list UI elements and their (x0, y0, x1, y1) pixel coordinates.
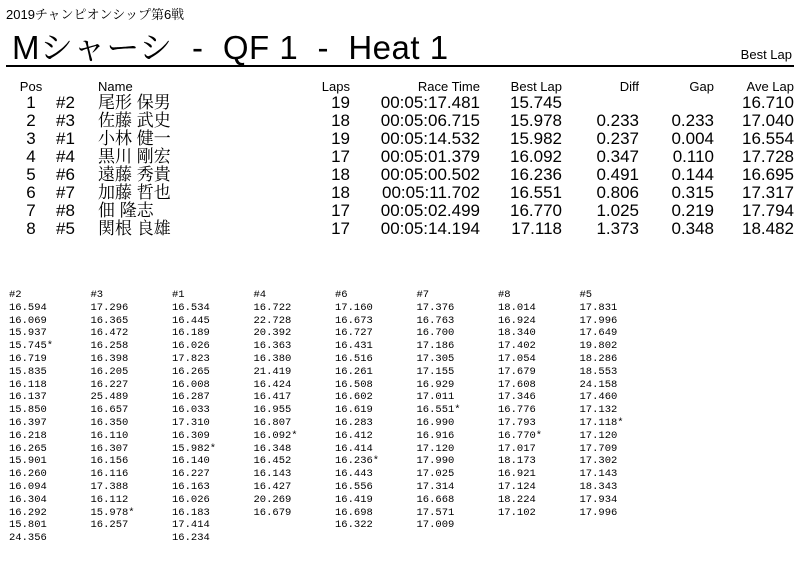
best-lap-cell: 16.551 (510, 183, 562, 202)
results-header-row (6, 78, 794, 94)
lap-time: 16.322 (335, 519, 373, 532)
car-number-cell: #6 (56, 165, 75, 184)
driver-name-cell: 加藤 哲也 (98, 183, 171, 202)
lap-time: 16.283 (335, 416, 373, 429)
race-time-cell: 00:05:17.481 (380, 93, 480, 112)
lap-time: 16.472 (90, 327, 129, 340)
lap-time: 17.996 (579, 314, 618, 327)
result-row (6, 220, 794, 238)
lap-time: 16.227 (90, 378, 129, 391)
lap-time: 16.118 (9, 378, 47, 391)
lap-time: 16.008 (172, 378, 210, 391)
lap-time: 17.460 (579, 391, 618, 404)
gap-cell: 0.315 (671, 183, 714, 202)
lap-time: 17.025 (416, 468, 455, 481)
lap-time: 16.414 (335, 442, 373, 455)
lap-time: 16.916 (416, 429, 455, 442)
lap-time: 17.996 (579, 506, 618, 519)
lap-time: 16.955 (253, 404, 292, 417)
lap-time: 18.286 (579, 352, 618, 365)
lap-time: 16.929 (416, 378, 455, 391)
lap-time: 17.009 (416, 519, 455, 532)
gap-cell: 0.144 (671, 165, 714, 184)
page-title: Mシャーシ - QF 1 - Heat 1 (12, 29, 449, 66)
col-gap-header: Gap (689, 78, 714, 94)
laps-cell: 17 (331, 201, 350, 220)
lap-time: 15.745* (9, 340, 54, 353)
lap-time: 16.380 (253, 352, 292, 365)
lap-time: 16.309 (172, 429, 210, 442)
best-lap-cell: 16.092 (510, 147, 562, 166)
gap-cell: 0.004 (671, 129, 714, 148)
lap-time: 17.934 (579, 493, 618, 506)
diff-cell: 1.373 (596, 219, 639, 238)
laps-cell: 17 (331, 219, 350, 238)
lap-time: 16.261 (335, 365, 373, 378)
ave-lap-cell: 17.728 (742, 147, 794, 166)
lap-time: 16.398 (90, 352, 129, 365)
diff-cell: 0.237 (596, 129, 639, 148)
lap-time: 17.388 (90, 480, 129, 493)
lap-time: 16.156 (90, 455, 129, 468)
lap-time: 16.189 (172, 327, 210, 340)
lap-time: 17.120 (416, 442, 455, 455)
lap-time: 16.990 (416, 416, 455, 429)
result-row (6, 130, 794, 148)
lap-time: 17.823 (172, 352, 210, 365)
pos-cell: 6 (26, 183, 36, 202)
car-number-cell: #2 (56, 93, 75, 112)
result-row (6, 112, 794, 130)
ave-lap-cell: 16.695 (742, 165, 794, 184)
lap-column (580, 289, 662, 545)
laps-cell: 19 (331, 129, 350, 148)
lap-time: 16.143 (253, 468, 292, 481)
lap-time: 18.173 (498, 455, 536, 468)
lap-time: 17.302 (579, 455, 618, 468)
laps-cell: 19 (331, 93, 350, 112)
pos-cell: 3 (26, 129, 36, 148)
col-ave-lap-header: Ave Lap (746, 78, 794, 94)
lap-time: 16.116 (90, 468, 129, 481)
lap-time: 16.287 (172, 391, 210, 404)
lap-time: 16.698 (335, 506, 373, 519)
result-row (6, 184, 794, 202)
lap-column-car: #1 (172, 289, 185, 301)
col-pos-header: Pos (19, 78, 43, 94)
laps-cell: 18 (331, 111, 350, 130)
lap-time: 15.835 (9, 365, 47, 378)
lap-time: 16.265 (9, 442, 47, 455)
lap-time: 16.069 (9, 314, 47, 327)
lap-time: 24.158 (579, 378, 618, 391)
best-lap-corner-label: Best Lap (740, 47, 792, 62)
lap-time: 16.094 (9, 480, 47, 493)
col-diff-header: Diff (619, 78, 639, 94)
lap-time: 16.668 (416, 493, 455, 506)
best-lap-cell: 17.118 (511, 219, 562, 238)
lap-time: 16.350 (90, 416, 129, 429)
car-number-cell: #3 (56, 111, 75, 130)
lap-column-car: #3 (90, 289, 104, 301)
car-number-cell: #8 (56, 201, 75, 220)
lap-time: 17.709 (579, 442, 618, 455)
best-lap-cell: 15.745 (510, 93, 562, 112)
ave-lap-cell: 17.794 (742, 201, 794, 220)
lap-column (335, 289, 417, 545)
event-subtitle: 2019チャンピオンシップ第6戦 (6, 7, 185, 22)
lap-time: 18.553 (579, 365, 618, 378)
lap-time: 17.120 (579, 429, 618, 442)
lap-time: 16.770* (498, 429, 543, 442)
lap-time: 17.155 (416, 365, 455, 378)
result-row (6, 148, 794, 166)
lap-time: 16.265 (172, 365, 210, 378)
lap-time: 18.014 (498, 301, 536, 314)
gap-cell: 0.348 (671, 219, 714, 238)
lap-time: 16.508 (335, 378, 373, 391)
driver-name-cell: 佐藤 武史 (98, 111, 171, 130)
lap-time: 18.224 (498, 493, 536, 506)
race-time-cell: 00:05:02.499 (380, 201, 480, 220)
lap-time: 16.657 (90, 404, 129, 417)
col-best-lap-header: Best Lap (510, 78, 562, 94)
lap-time: 16.924 (498, 314, 536, 327)
lap-column-car: #5 (579, 289, 593, 301)
best-lap-cell: 15.982 (510, 129, 562, 148)
lap-column (91, 289, 173, 545)
lap-time: 15.801 (9, 519, 47, 532)
pos-cell: 2 (26, 111, 36, 130)
result-row (6, 166, 794, 184)
lap-time: 16.807 (253, 416, 292, 429)
results-body (6, 94, 794, 238)
driver-name-cell: 小林 健一 (98, 129, 171, 148)
lap-time: 16.419 (335, 493, 373, 506)
lap-time: 16.110 (90, 429, 129, 442)
lap-time: 20.392 (253, 327, 292, 340)
lap-time: 16.700 (416, 327, 455, 340)
driver-name-cell: 黒川 剛宏 (98, 147, 171, 166)
race-time-cell: 00:05:14.194 (380, 219, 480, 238)
lap-time: 16.258 (90, 340, 129, 353)
lap-time: 16.417 (253, 391, 292, 404)
lap-column (172, 289, 254, 545)
lap-time: 18.340 (498, 327, 536, 340)
lap-column-car: #8 (498, 289, 511, 301)
lap-time: 17.011 (416, 391, 455, 404)
diff-cell: 1.025 (596, 201, 639, 220)
lap-time: 15.937 (9, 327, 47, 340)
lap-time: 17.793 (498, 416, 536, 429)
lap-time: 15.901 (9, 455, 47, 468)
col-name-header: Name (98, 78, 133, 94)
lap-time: 17.990 (416, 455, 455, 468)
lap-time: 16.412 (335, 429, 373, 442)
lap-time: 21.419 (253, 365, 292, 378)
lap-time: 16.619 (335, 404, 373, 417)
lap-time: 17.118* (579, 416, 624, 429)
lap-time: 17.305 (416, 352, 455, 365)
lap-time: 16.445 (172, 314, 210, 327)
lap-time: 16.026 (172, 340, 210, 353)
lap-time: 16.431 (335, 340, 373, 353)
lap-time: 16.921 (498, 468, 536, 481)
diff-cell: 0.347 (596, 147, 639, 166)
car-number-cell: #4 (56, 147, 75, 166)
lap-time: 16.092* (253, 429, 298, 442)
diff-cell: 0.233 (596, 111, 639, 130)
lap-time: 16.218 (9, 429, 47, 442)
race-time-cell: 00:05:01.379 (380, 147, 480, 166)
lap-column-car: #2 (9, 289, 22, 301)
lap-time: 16.112 (90, 493, 129, 506)
lap-time: 25.489 (90, 391, 129, 404)
lap-time: 16.516 (335, 352, 373, 365)
lap-time: 24.356 (9, 532, 47, 545)
car-number-cell: #5 (56, 219, 75, 238)
lap-time: 19.802 (579, 340, 618, 353)
car-number-cell: #7 (56, 183, 75, 202)
lap-time: 17.132 (579, 404, 618, 417)
lap-time: 16.673 (335, 314, 373, 327)
ave-lap-cell: 16.554 (742, 129, 794, 148)
race-time-cell: 00:05:14.532 (380, 129, 480, 148)
driver-name-cell: 関根 良雄 (98, 219, 171, 238)
lap-time: 18.343 (579, 480, 618, 493)
driver-name-cell: 尾形 保男 (98, 93, 171, 112)
lap-column (254, 289, 336, 545)
lap-time: 20.269 (253, 493, 292, 506)
lap-time: 16.205 (90, 365, 129, 378)
lap-time: 16.304 (9, 493, 47, 506)
lap-column (498, 289, 580, 545)
lap-time: 17.679 (498, 365, 536, 378)
race-time-cell: 00:05:06.715 (380, 111, 480, 130)
lap-time: 16.427 (253, 480, 292, 493)
lap-time: 16.363 (253, 340, 292, 353)
lap-time: 17.102 (498, 506, 536, 519)
pos-cell: 8 (26, 219, 36, 238)
lap-time: 17.346 (498, 391, 536, 404)
pos-cell: 5 (26, 165, 36, 184)
race-time-cell: 00:05:00.502 (380, 165, 480, 184)
lap-time: 17.017 (498, 442, 536, 455)
lap-time: 16.234 (172, 532, 210, 545)
best-lap-cell: 16.770 (510, 201, 562, 220)
lap-time: 17.143 (579, 468, 618, 481)
best-lap-cell: 16.236 (510, 165, 562, 184)
lap-time: 16.679 (253, 506, 292, 519)
lap-time: 17.831 (579, 301, 618, 314)
results-table (6, 78, 794, 238)
lap-time: 15.982* (172, 442, 217, 455)
pos-cell: 1 (26, 93, 36, 112)
lap-column-car: #4 (253, 289, 267, 301)
car-number-cell: #1 (56, 129, 75, 148)
lap-time: 16.722 (253, 301, 292, 314)
gap-cell: 0.110 (672, 147, 714, 166)
lap-time: 16.602 (335, 391, 373, 404)
lap-time: 16.026 (172, 493, 210, 506)
pos-cell: 7 (26, 201, 36, 220)
diff-cell: 0.806 (596, 183, 639, 202)
lap-time: 16.424 (253, 378, 292, 391)
lap-time: 16.763 (416, 314, 455, 327)
lap-times-grid (9, 289, 661, 545)
lap-time: 17.124 (498, 480, 536, 493)
lap-column (9, 289, 91, 545)
lap-time: 16.033 (172, 404, 210, 417)
driver-name-cell: 遠藤 秀貴 (98, 165, 171, 184)
pos-cell: 4 (26, 147, 36, 166)
lap-time: 15.850 (9, 404, 47, 417)
diff-cell: 0.491 (596, 165, 639, 184)
lap-time: 16.307 (90, 442, 129, 455)
col-race-time-header: Race Time (417, 78, 480, 94)
laps-cell: 18 (331, 165, 350, 184)
result-row (6, 202, 794, 220)
lap-time: 17.414 (172, 519, 210, 532)
lap-time: 16.137 (9, 391, 47, 404)
lap-time: 16.719 (9, 352, 47, 365)
col-laps-header: Laps (321, 78, 350, 94)
lap-time: 17.376 (416, 301, 455, 314)
lap-time: 17.186 (416, 340, 455, 353)
lap-time: 17.296 (90, 301, 129, 314)
lap-time: 16.260 (9, 468, 47, 481)
gap-cell: 0.219 (671, 201, 714, 220)
lap-time: 22.728 (253, 314, 292, 327)
race-time-cell: 00:05:11.702 (382, 183, 480, 202)
lap-time: 16.140 (172, 455, 210, 468)
lap-time: 16.163 (172, 480, 210, 493)
lap-time: 17.649 (579, 327, 618, 340)
lap-column (417, 289, 499, 545)
lap-time: 16.227 (172, 468, 210, 481)
ave-lap-cell: 16.710 (742, 93, 794, 112)
diff-cell (562, 94, 639, 112)
lap-time: 16.776 (498, 404, 536, 417)
laps-cell: 17 (331, 147, 350, 166)
driver-name-cell: 佃 隆志 (98, 201, 154, 220)
ave-lap-cell: 18.482 (742, 219, 794, 238)
lap-time: 16.257 (90, 519, 129, 532)
gap-cell (639, 94, 714, 112)
lap-time: 17.571 (416, 506, 455, 519)
ave-lap-cell: 17.317 (742, 183, 794, 202)
col-number-header (56, 78, 98, 94)
lap-time: 16.348 (253, 442, 292, 455)
lap-time: 16.183 (172, 506, 210, 519)
lap-time: 16.365 (90, 314, 129, 327)
lap-time: 16.397 (9, 416, 47, 429)
lap-time: 16.443 (335, 468, 373, 481)
lap-time: 16.556 (335, 480, 373, 493)
lap-time: 17.160 (335, 301, 373, 314)
lap-time: 16.452 (253, 455, 292, 468)
lap-time: 17.608 (498, 378, 536, 391)
lap-time: 16.292 (9, 506, 47, 519)
lap-time: 17.402 (498, 340, 536, 353)
lap-time: 17.314 (416, 480, 455, 493)
lap-column-car: #7 (416, 289, 430, 301)
result-row (6, 94, 794, 112)
lap-time: 17.054 (498, 352, 536, 365)
lap-time: 16.551* (416, 404, 461, 417)
gap-cell: 0.233 (671, 111, 714, 130)
lap-time: 16.727 (335, 327, 373, 340)
best-lap-cell: 15.978 (510, 111, 562, 130)
lap-time: 15.978* (90, 506, 135, 519)
lap-time: 16.236* (335, 455, 380, 468)
lap-time: 17.310 (172, 416, 210, 429)
laps-cell: 18 (331, 183, 350, 202)
lap-time: 16.594 (9, 301, 47, 314)
ave-lap-cell: 17.040 (742, 111, 794, 130)
lap-column-car: #6 (335, 289, 348, 301)
header-divider (6, 65, 794, 67)
lap-time: 16.534 (172, 301, 210, 314)
